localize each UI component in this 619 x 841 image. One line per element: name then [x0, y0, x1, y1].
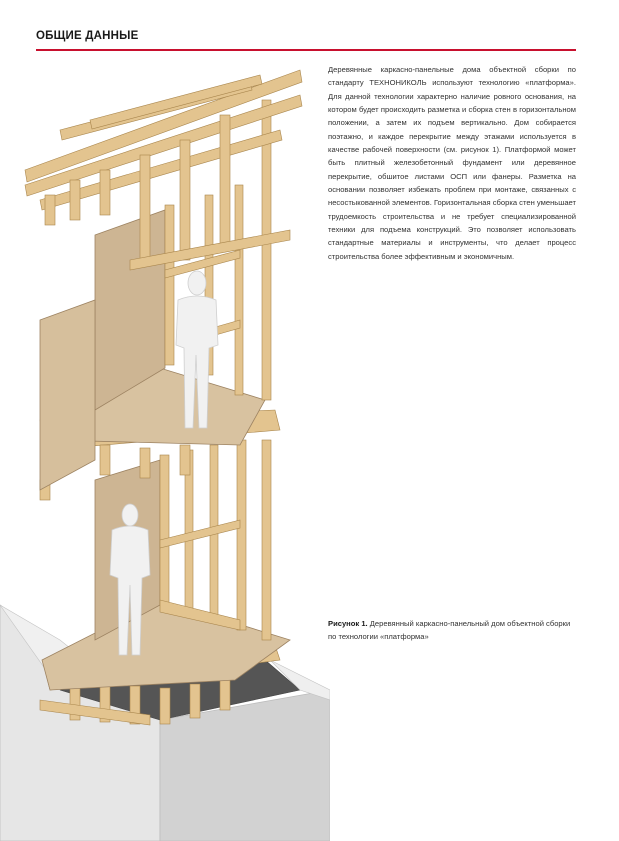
ground-floor-frame [160, 440, 271, 640]
section-title: ОБЩИЕ ДАННЫЕ [36, 30, 139, 42]
body-paragraph: Деревянные каркасно-панельные дома объектной сборки по стандарту ТЕХНОНИКОЛЬ используют технологию «платформа». Для данной технологии характерно наличие ровного основания, на котором будет происходить разметка и сборка стен в горизонтальном положении, а затем их подъем вертикально. Дом собирается поэтажно, и каждое перекрытие между этажами используется в качестве рабочей поверхности (см. рисунок 1). Платформой может быть плитный железобетонный фундамент или деревянное перекрытие, обшитое листами ОСП или фанеры. Разметка на основании позволяет избежать проблем при монтаже, связанных с несостыкованной элементов. Горизонтальная сборка стен уменьшает трудоемкость строительства и не требует специализированной техники для подъема конструкций. Это позволяет использовать стандартные материалы и инструменты, что делает процесс строительства более эффективным и экономичным. [328, 65, 576, 261]
title-divider [36, 49, 576, 51]
first-floor-side-wall [40, 300, 95, 490]
figure-caption-text: Деревянный каркасно-панельный дом объектной сборки по технологии «платформа» [328, 619, 571, 642]
figure-caption-label: Рисунок 1. [328, 619, 368, 628]
platform-house-illustration [0, 60, 330, 841]
figure-caption [328, 617, 578, 644]
